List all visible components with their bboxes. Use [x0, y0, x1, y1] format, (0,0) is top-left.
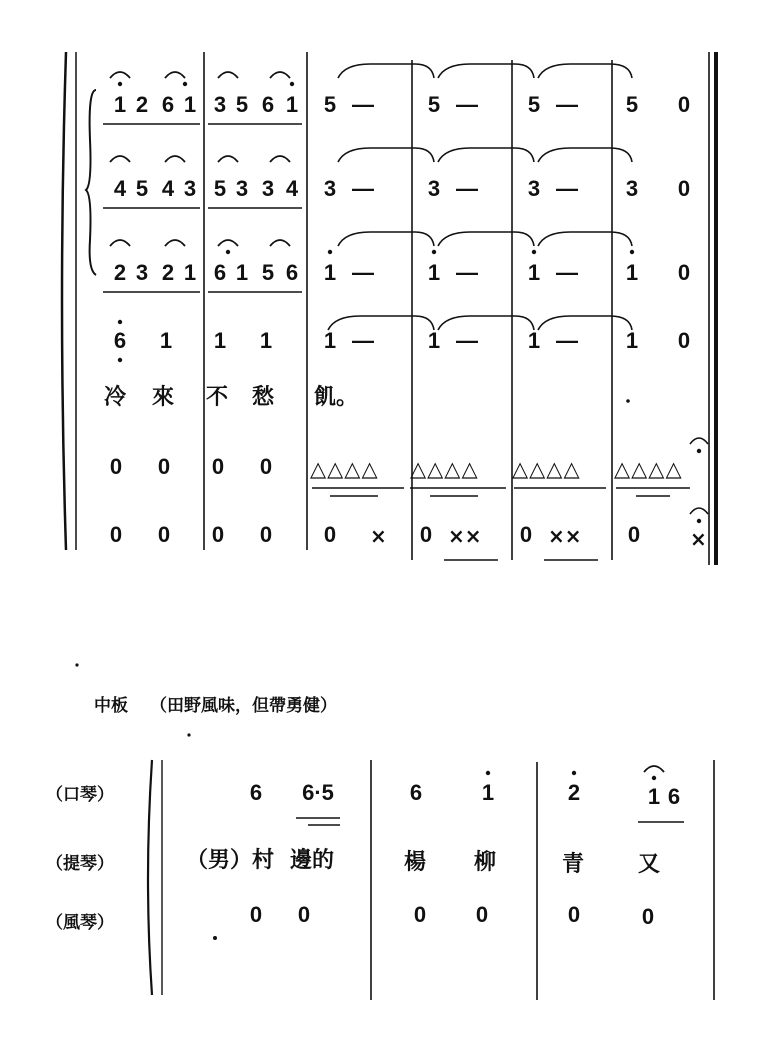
instrument-label: （提琴）	[46, 854, 114, 874]
lyric: （男）村	[186, 848, 275, 873]
lyric: 楊	[404, 850, 427, 875]
hit: ×	[370, 524, 387, 548]
rest: 0	[677, 92, 691, 117]
note: 1	[159, 328, 173, 353]
note: 3	[323, 176, 337, 201]
note: 3	[213, 92, 227, 117]
rest: 0	[259, 522, 273, 547]
note: 6	[409, 780, 423, 805]
rest: 0	[567, 902, 581, 927]
rest: 0	[519, 522, 533, 547]
note: 1	[183, 92, 197, 117]
note: 3	[527, 176, 541, 201]
note: 1	[647, 784, 661, 809]
note: 5	[213, 176, 227, 201]
dash: —	[352, 92, 374, 117]
note: 5	[625, 92, 639, 117]
note: 1	[113, 92, 127, 117]
rest: 0	[109, 522, 123, 547]
note: 6·5	[302, 780, 334, 805]
tempo-note: （田野風味，但帶勇健）	[150, 696, 337, 716]
note: 4	[285, 176, 299, 201]
dash: —	[456, 176, 478, 201]
dash: —	[352, 260, 374, 285]
note: 2	[113, 260, 127, 285]
note: 3	[183, 176, 197, 201]
note: 1	[235, 260, 249, 285]
triangle-group: △△△△	[310, 457, 379, 481]
note: 1	[323, 260, 337, 285]
note: 6	[161, 92, 175, 117]
lyric: 愁	[252, 385, 275, 410]
note: 6	[667, 784, 681, 809]
triangle-group: △△△△	[410, 457, 479, 481]
note: 4	[161, 176, 175, 201]
note: 1	[213, 328, 227, 353]
triangle-group: △△△△	[512, 457, 581, 481]
lyric: 飢。	[314, 385, 359, 410]
instrument-label: （風琴）	[46, 913, 114, 933]
dash: —	[352, 176, 374, 201]
note: 3	[625, 176, 639, 201]
lyric: 青	[562, 852, 585, 877]
instrument-label: （口琴）	[46, 785, 114, 805]
note: 1	[183, 260, 197, 285]
rest: 0	[109, 454, 123, 479]
rest: 0	[677, 176, 691, 201]
hit: ××	[548, 524, 582, 548]
rest: 0	[413, 902, 427, 927]
note: 1	[259, 328, 273, 353]
note: 3	[427, 176, 441, 201]
inner-brace	[86, 90, 96, 275]
rest: 0	[677, 260, 691, 285]
dash: —	[456, 260, 478, 285]
dash: —	[556, 328, 578, 353]
rest: 0	[641, 904, 655, 929]
lyric: 不	[206, 385, 229, 410]
note: 2	[161, 260, 175, 285]
rest: 0	[157, 454, 171, 479]
note: 5	[261, 260, 275, 285]
triangle-group: △△△△	[614, 457, 683, 481]
rest: 0	[211, 522, 225, 547]
note: 1	[481, 780, 495, 805]
rest: 0	[475, 902, 489, 927]
note: 6	[285, 260, 299, 285]
rest: 0	[259, 454, 273, 479]
note: 5	[235, 92, 249, 117]
hit: ×	[690, 527, 707, 551]
rest: 0	[297, 902, 311, 927]
rest: 0	[677, 328, 691, 353]
note: 1	[625, 260, 639, 285]
note: 6	[249, 780, 263, 805]
rest: 0	[249, 902, 263, 927]
note: 1	[427, 260, 441, 285]
tempo-marking: 中板	[94, 696, 128, 716]
note: 4	[113, 176, 127, 201]
note: 3	[261, 176, 275, 201]
dash: —	[352, 328, 374, 353]
note: 6	[213, 260, 227, 285]
rest: 0	[323, 522, 337, 547]
rest: 0	[627, 522, 641, 547]
hit: ××	[448, 524, 482, 548]
note: 5	[427, 92, 441, 117]
dash: —	[556, 92, 578, 117]
note: 6	[261, 92, 275, 117]
note: 1	[323, 328, 337, 353]
note: 3	[135, 260, 149, 285]
note: 1	[427, 328, 441, 353]
note: 1	[285, 92, 299, 117]
lyric: 又	[638, 852, 661, 877]
dash: —	[456, 92, 478, 117]
rest: 0	[419, 522, 433, 547]
note: 5	[323, 92, 337, 117]
lyric: 邊的	[290, 848, 335, 873]
system2-bracket	[148, 760, 152, 995]
note: 1	[527, 328, 541, 353]
note: 1	[527, 260, 541, 285]
lyric: 冷	[104, 385, 127, 410]
note: 5	[527, 92, 541, 117]
note: 2	[567, 780, 581, 805]
note: 3	[235, 176, 249, 201]
note: 6	[113, 328, 127, 353]
dash: —	[556, 176, 578, 201]
note: 1	[625, 328, 639, 353]
rest: 0	[211, 454, 225, 479]
note: 2	[135, 92, 149, 117]
lyric: 來	[152, 385, 175, 410]
outer-bracket	[62, 52, 66, 550]
dash: —	[556, 260, 578, 285]
lyric: 柳	[474, 850, 497, 875]
dash: —	[456, 328, 478, 353]
note: 5	[135, 176, 149, 201]
rest: 0	[157, 522, 171, 547]
